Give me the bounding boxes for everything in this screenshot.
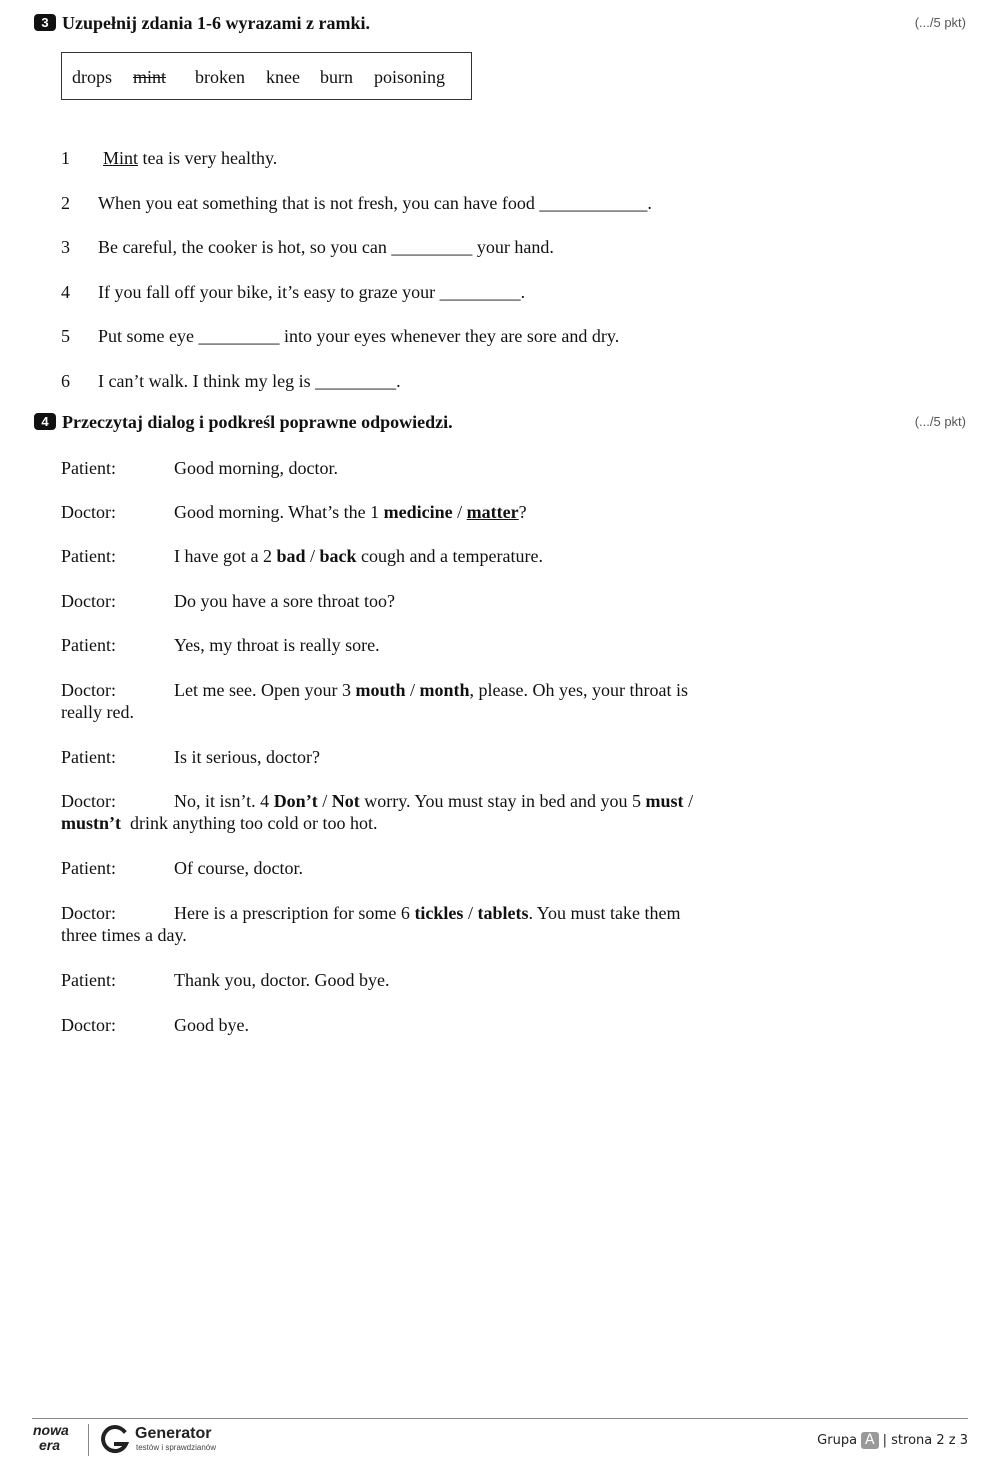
option-mouth[interactable]: mouth: [355, 680, 406, 700]
speaker-doctor: Doctor:: [61, 1015, 116, 1035]
option-dont[interactable]: Don’t: [273, 791, 318, 811]
logo-text-nowa: nowa: [33, 1422, 69, 1438]
option-mustnt[interactable]: mustn’t: [61, 813, 122, 833]
task-4-points: (.../5 pkt): [914, 414, 966, 429]
dialog-text: Of course, doctor.: [174, 858, 303, 878]
option-must[interactable]: must: [645, 791, 684, 811]
option-separator: /: [305, 546, 320, 566]
nowa-era-logo: [33, 1423, 79, 1459]
generator-subtitle: testów i sprawdzianów: [136, 1443, 217, 1452]
speaker-doctor: Doctor:: [61, 903, 116, 923]
dialog-text: Here is a prescription for some 6: [174, 903, 415, 923]
dialog-text: Is it serious, doctor?: [174, 747, 320, 767]
dialog-text: Yes, my throat is really sore.: [174, 635, 380, 655]
logo-separator: [88, 1424, 89, 1456]
option-matter-underlined[interactable]: matter: [466, 502, 519, 522]
sentence-2-text: When you eat something that is not fresh, you can have food ____________.: [98, 193, 652, 213]
word-broken: broken: [195, 67, 245, 87]
dialog-text: Good morning. What’s the 1: [174, 502, 384, 522]
sentence-3-text: Be careful, the cooker is hot, so you can _________ your hand.: [98, 237, 554, 257]
sentence-5-text: Put some eye _________ into your eyes whenever they are sore and dry.: [98, 326, 620, 346]
dialog-text: I have got a 2: [174, 546, 277, 566]
dialog-text: . You must take them: [528, 903, 681, 923]
speaker-patient: Patient:: [61, 970, 116, 990]
dialog-text: Let me see. Open your 3: [174, 680, 356, 700]
sentence-number: 3: [61, 237, 70, 257]
option-separator: /: [683, 791, 694, 811]
sentence-number: 1: [61, 148, 70, 168]
speaker-patient: Patient:: [61, 858, 116, 878]
option-back[interactable]: back: [319, 546, 357, 566]
logo-text-era: era: [39, 1437, 61, 1453]
speaker-doctor: Doctor:: [61, 591, 116, 611]
task-3-header: [34, 12, 966, 36]
speaker-patient: Patient:: [61, 546, 116, 566]
option-tickles[interactable]: tickles: [414, 903, 464, 923]
option-medicine[interactable]: medicine: [383, 502, 453, 522]
word-knee: knee: [266, 67, 300, 87]
dialog-text: Good bye.: [174, 1015, 249, 1035]
speaker-doctor: Doctor:: [61, 502, 116, 522]
sentence-number: 4: [61, 282, 70, 302]
option-separator: /: [452, 502, 467, 522]
dialog-text: No, it isn’t. 4: [174, 791, 274, 811]
dialog-text: cough and a temperature.: [356, 546, 543, 566]
dialog-text: ?: [518, 502, 527, 522]
grupa-badge: A: [861, 1432, 879, 1449]
dialog-text: worry. You must stay in bed and you 5: [359, 791, 646, 811]
dialog-text: Do you have a sore throat too?: [174, 591, 395, 611]
sentence-number: 5: [61, 326, 70, 346]
task-3-number-badge: 3: [34, 14, 56, 31]
option-tablets[interactable]: tablets: [477, 903, 529, 923]
word-burn: burn: [320, 67, 353, 87]
task-4-number-badge: 4: [34, 413, 56, 430]
speaker-patient: Patient:: [61, 635, 116, 655]
task-4-title: Przeczytaj dialog i podkreśl poprawne odpowiedzi.: [62, 412, 453, 432]
word-box: [61, 52, 472, 100]
option-separator: /: [317, 791, 332, 811]
word-mint-crossed: mint: [133, 67, 167, 87]
option-not[interactable]: Not: [331, 791, 360, 811]
dialog-text: Thank you, doctor. Good bye.: [174, 970, 390, 990]
speaker-patient: Patient:: [61, 458, 116, 478]
sentence-1-text: tea is very healthy.: [138, 148, 278, 168]
option-bad[interactable]: bad: [276, 546, 306, 566]
generator-g-icon: [98, 1424, 132, 1458]
speaker-doctor: Doctor:: [61, 791, 116, 811]
sentence-number: 2: [61, 193, 70, 213]
task-3-points: (.../5 pkt): [914, 15, 966, 30]
option-separator: /: [405, 680, 420, 700]
word-poisoning: poisoning: [374, 67, 446, 87]
footer-page-info: [817, 1431, 968, 1451]
option-separator: /: [463, 903, 478, 923]
task-3-title: Uzupełnij zdania 1-6 wyrazami z ramki.: [62, 13, 370, 33]
speaker-doctor: Doctor:: [61, 680, 116, 700]
sentence-4-text: If you fall off your bike, it’s easy to graze your _________.: [98, 282, 526, 302]
option-month[interactable]: month: [419, 680, 470, 700]
dialog-text: Good morning, doctor.: [174, 458, 338, 478]
dialog-text-continued: drink anything too cold or too hot.: [121, 813, 378, 833]
dialog-text-continued: three times a day.: [61, 925, 187, 945]
word-drops: drops: [72, 67, 112, 87]
dialog-text-continued: really red.: [61, 702, 134, 722]
speaker-patient: Patient:: [61, 747, 116, 767]
footer-divider: [32, 1418, 968, 1419]
grupa-label: Grupa: [817, 1433, 858, 1448]
sentence-1-answer: Mint: [103, 148, 139, 168]
sentence-6-text: I can’t walk. I think my leg is _________.: [98, 371, 401, 391]
generator-title: Generator: [135, 1425, 212, 1442]
page-number: | strona 2 z 3: [882, 1433, 968, 1448]
dialog-text: , please. Oh yes, your throat is: [469, 680, 688, 700]
task-4-header: [34, 411, 966, 435]
sentence-number: 6: [61, 371, 70, 391]
